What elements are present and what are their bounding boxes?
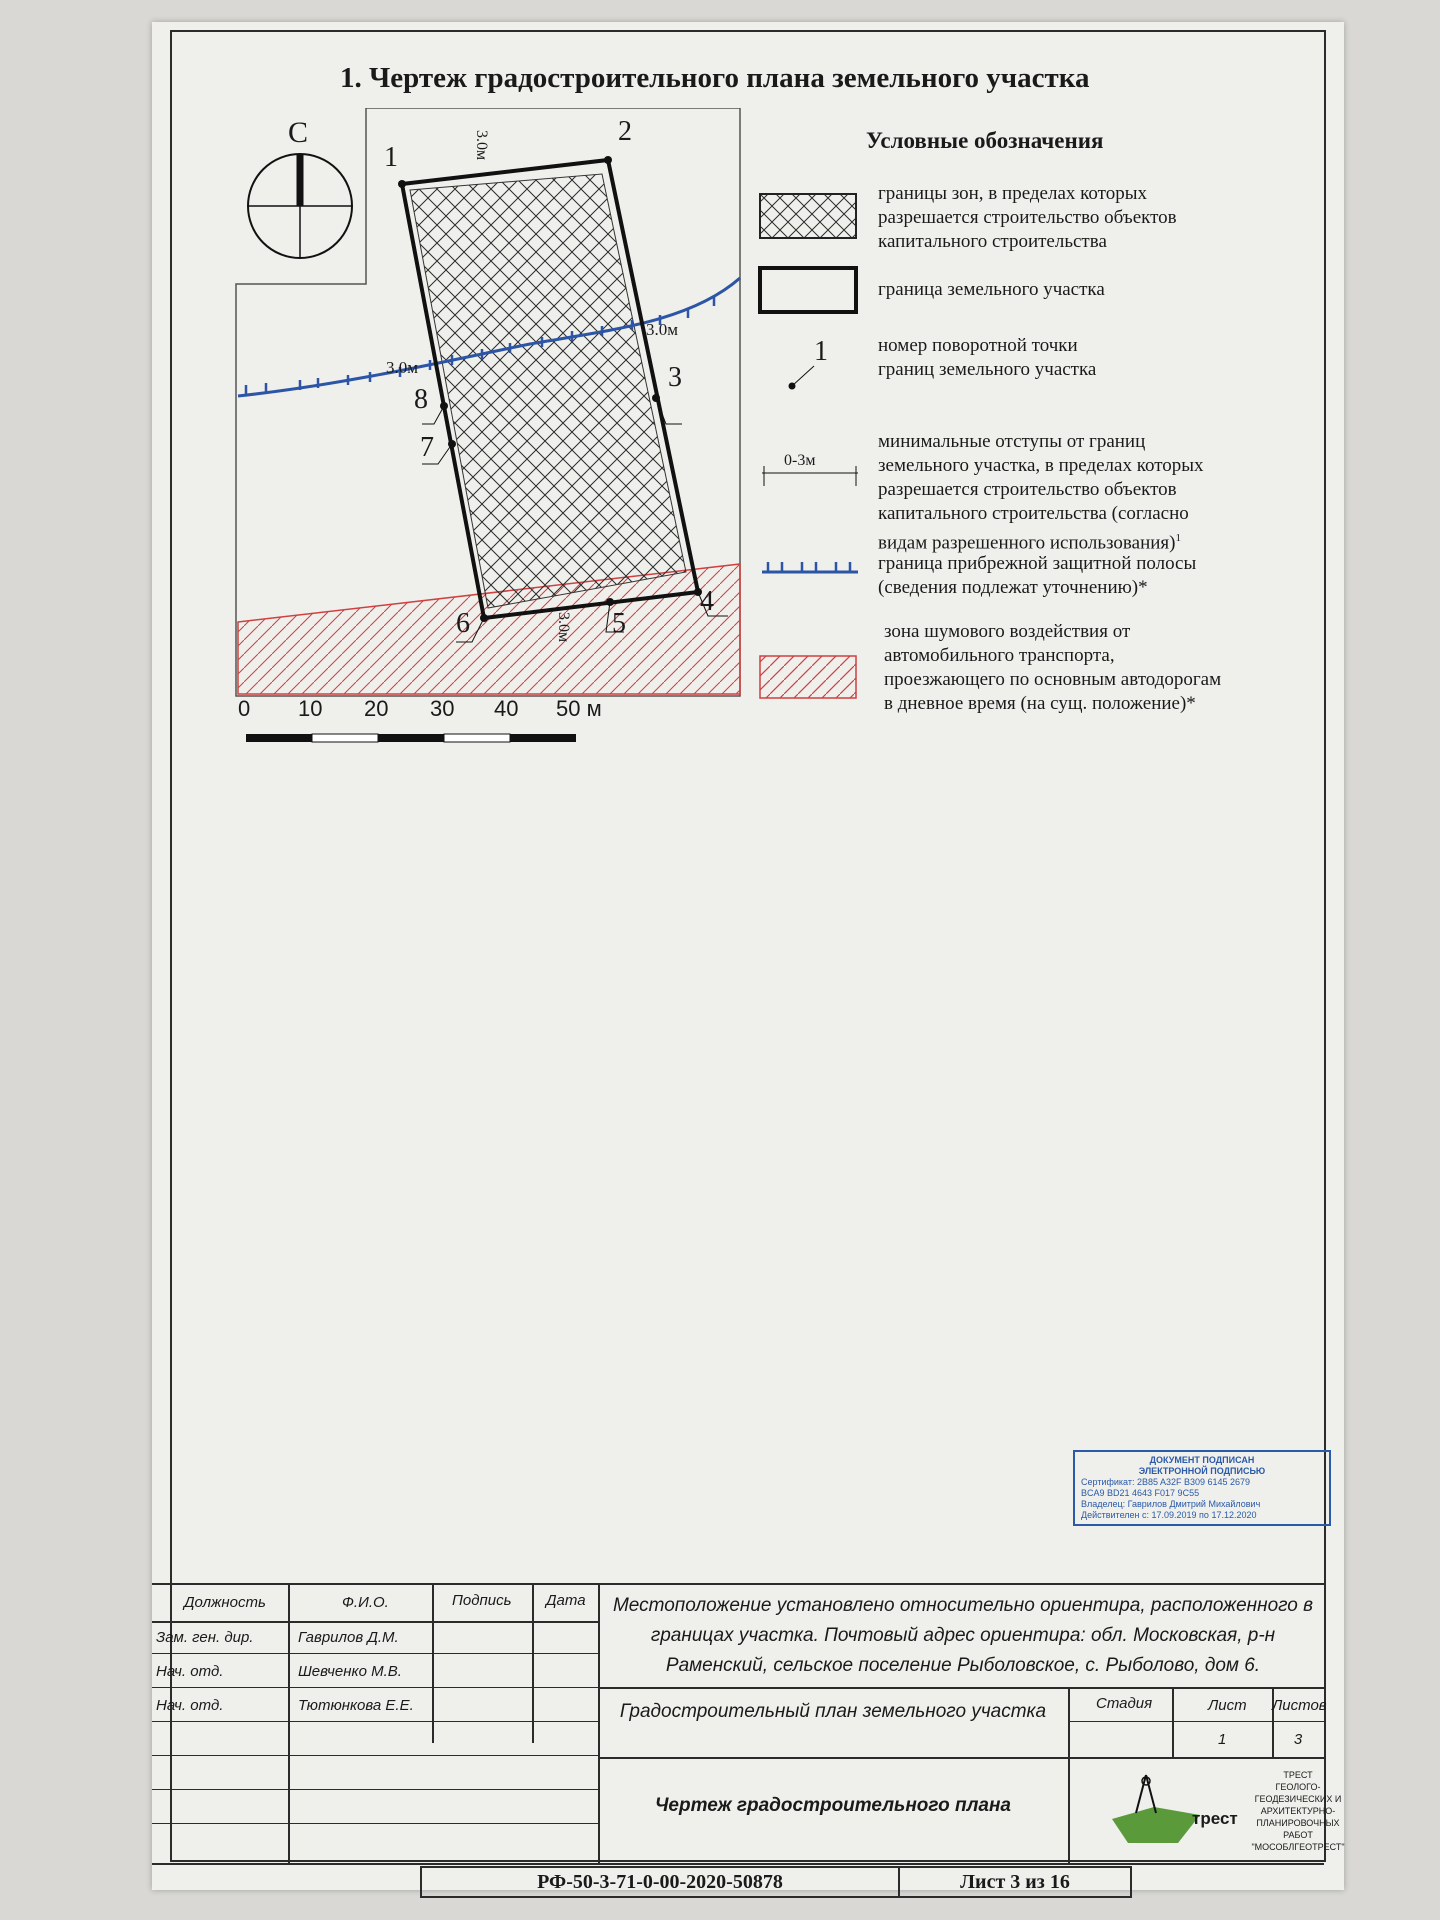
legend-title: Условные обозначения xyxy=(866,128,1104,153)
org-name: ТРЕСТ ГЕОЛОГО-ГЕОДЕЗИЧЕСКИХ И АРХИТЕКТУРНО-ПЛАНИРОВОЧНЫХ РАБОТ "МОСОБЛГЕОТРЕСТ" xyxy=(1251,1770,1345,1852)
offset-label-top: 3.0м xyxy=(473,130,490,161)
tb-row2-position: Нач. отд. xyxy=(156,1663,224,1680)
point-label-8: 8 xyxy=(414,384,428,415)
scale-label-10: 10 xyxy=(298,696,323,721)
tb-header-position: Должность xyxy=(184,1594,266,1611)
scale-label-20: 20 xyxy=(364,696,389,721)
legend-item-point: номер поворотной точки границ земельного участка xyxy=(878,335,1097,380)
tb-drawing-title: Чертеж градостроительного плана xyxy=(654,1795,1011,1816)
legend-symbols xyxy=(756,190,868,710)
sheet-of: Лист 3 из 16 xyxy=(960,1871,1070,1893)
legend-setback-label: 0-3м xyxy=(784,452,816,469)
offset-label-bottom: 3.0м xyxy=(555,612,572,643)
title-block xyxy=(152,1583,1345,1865)
legend-setback-text: минимальные отступы от границ земельного участка, в пределах которых разрешается строительство объектов капитального строительства (согласно видам разрешенного использования) xyxy=(878,431,1204,554)
drawing-title: 1. Чертеж градостроительного плана земельного участка xyxy=(340,62,1090,94)
sig-detail-4: Действителен с: 17.09.2019 по 17.12.2020 xyxy=(1081,1510,1257,1520)
tb-stage-header: Стадия xyxy=(1096,1695,1153,1712)
tb-row3-name: Тютюнкова Е.Е. xyxy=(298,1697,414,1714)
tb-row2-name: Шевченко М.В. xyxy=(298,1663,402,1680)
legend-point-number: 1 xyxy=(814,336,828,367)
tb-row1-position: Зам. ген. дир. xyxy=(156,1629,254,1646)
offset-label-right: 3.0м xyxy=(646,320,679,339)
scale-label-50: 50 м xyxy=(556,696,602,721)
turning-point-icon xyxy=(789,366,815,390)
crosshatch-zone-icon xyxy=(760,194,856,238)
shore-strip-icon xyxy=(762,562,858,572)
legend-setback-sup: 1 xyxy=(1175,532,1181,544)
legend-item-parcel: граница земельного участка xyxy=(878,279,1105,300)
sig-detail-3: Владелец: Гаврилов Дмитрий Михайлович xyxy=(1081,1499,1261,1509)
north-arrow-icon xyxy=(248,154,352,258)
point-label-1: 1 xyxy=(384,142,398,173)
legend-item-zones: границы зон, в пределах которых разрешается строительство объектов капитального строительства xyxy=(878,183,1177,252)
site-plan-map xyxy=(230,108,750,758)
scale-label-0: 0 xyxy=(238,696,251,721)
tb-location-note: Местоположение установлено относительно ориентира, расположенного в границах участка. Почтовый адрес ориентира: обл. Московская, р-н Раменский, сельское поселение Рыболовское, с. Рыболово, дом 6. xyxy=(612,1595,1314,1676)
tb-header-signature: Подпись xyxy=(452,1592,512,1609)
point-label-7: 7 xyxy=(420,432,434,463)
electronic-signature-stamp xyxy=(1073,1450,1331,1526)
org-logo-text: трест xyxy=(1192,1809,1238,1828)
parcel-boundary-icon xyxy=(760,268,856,312)
point-label-6: 6 xyxy=(456,608,470,639)
doc-number: РФ-50-3-71-0-00-2020-50878 xyxy=(537,1871,783,1893)
tb-header-name: Ф.И.О. xyxy=(342,1594,389,1611)
legend-item-noise: зона шумового воздействия от автомобильного транспорта, проезжающего по основным автодорогам в дневное время (на сущ. положение)* xyxy=(884,621,1222,714)
legend-item-setback xyxy=(878,406,1318,555)
point-label-2: 2 xyxy=(618,116,632,147)
scale-bar xyxy=(246,734,576,742)
sig-line-1: ДОКУМЕНТ ПОДПИСАН xyxy=(1149,1455,1255,1465)
tb-header-date: Дата xyxy=(546,1592,586,1609)
sig-detail-2: BCA9 BD21 4643 F017 9C55 xyxy=(1081,1488,1200,1498)
noise-zone-icon xyxy=(760,656,856,698)
tb-document-title: Градостроительный план земельного участка xyxy=(619,1701,1047,1722)
sig-detail-1: Сертификат: 2B85 A32F B309 6145 2679 xyxy=(1081,1477,1251,1487)
tb-sheet-header: Лист xyxy=(1208,1697,1247,1714)
building-zone xyxy=(410,174,686,608)
sig-line-2: ЭЛЕКТРОННОЙ ПОДПИСЬЮ xyxy=(1138,1466,1266,1476)
tb-row3-position: Нач. отд. xyxy=(156,1697,224,1714)
point-label-3: 3 xyxy=(668,362,682,393)
point-label-4: 4 xyxy=(700,586,714,617)
tb-sheets-header: Листов xyxy=(1272,1697,1327,1714)
tb-sheets-value: 3 xyxy=(1293,1731,1303,1748)
point-label-5: 5 xyxy=(612,608,626,639)
legend-item-shore: граница прибрежной защитной полосы (сведения подлежат уточнению)* xyxy=(878,553,1197,598)
offset-label-left: 3.0м xyxy=(386,358,419,377)
tb-sheet-value: 1 xyxy=(1218,1731,1227,1748)
tb-row1-name: Гаврилов Д.М. xyxy=(298,1629,399,1646)
scale-label-30: 30 xyxy=(430,696,455,721)
document-number-box xyxy=(420,1866,1132,1898)
scale-label-40: 40 xyxy=(494,696,519,721)
north-label: С xyxy=(288,116,309,149)
